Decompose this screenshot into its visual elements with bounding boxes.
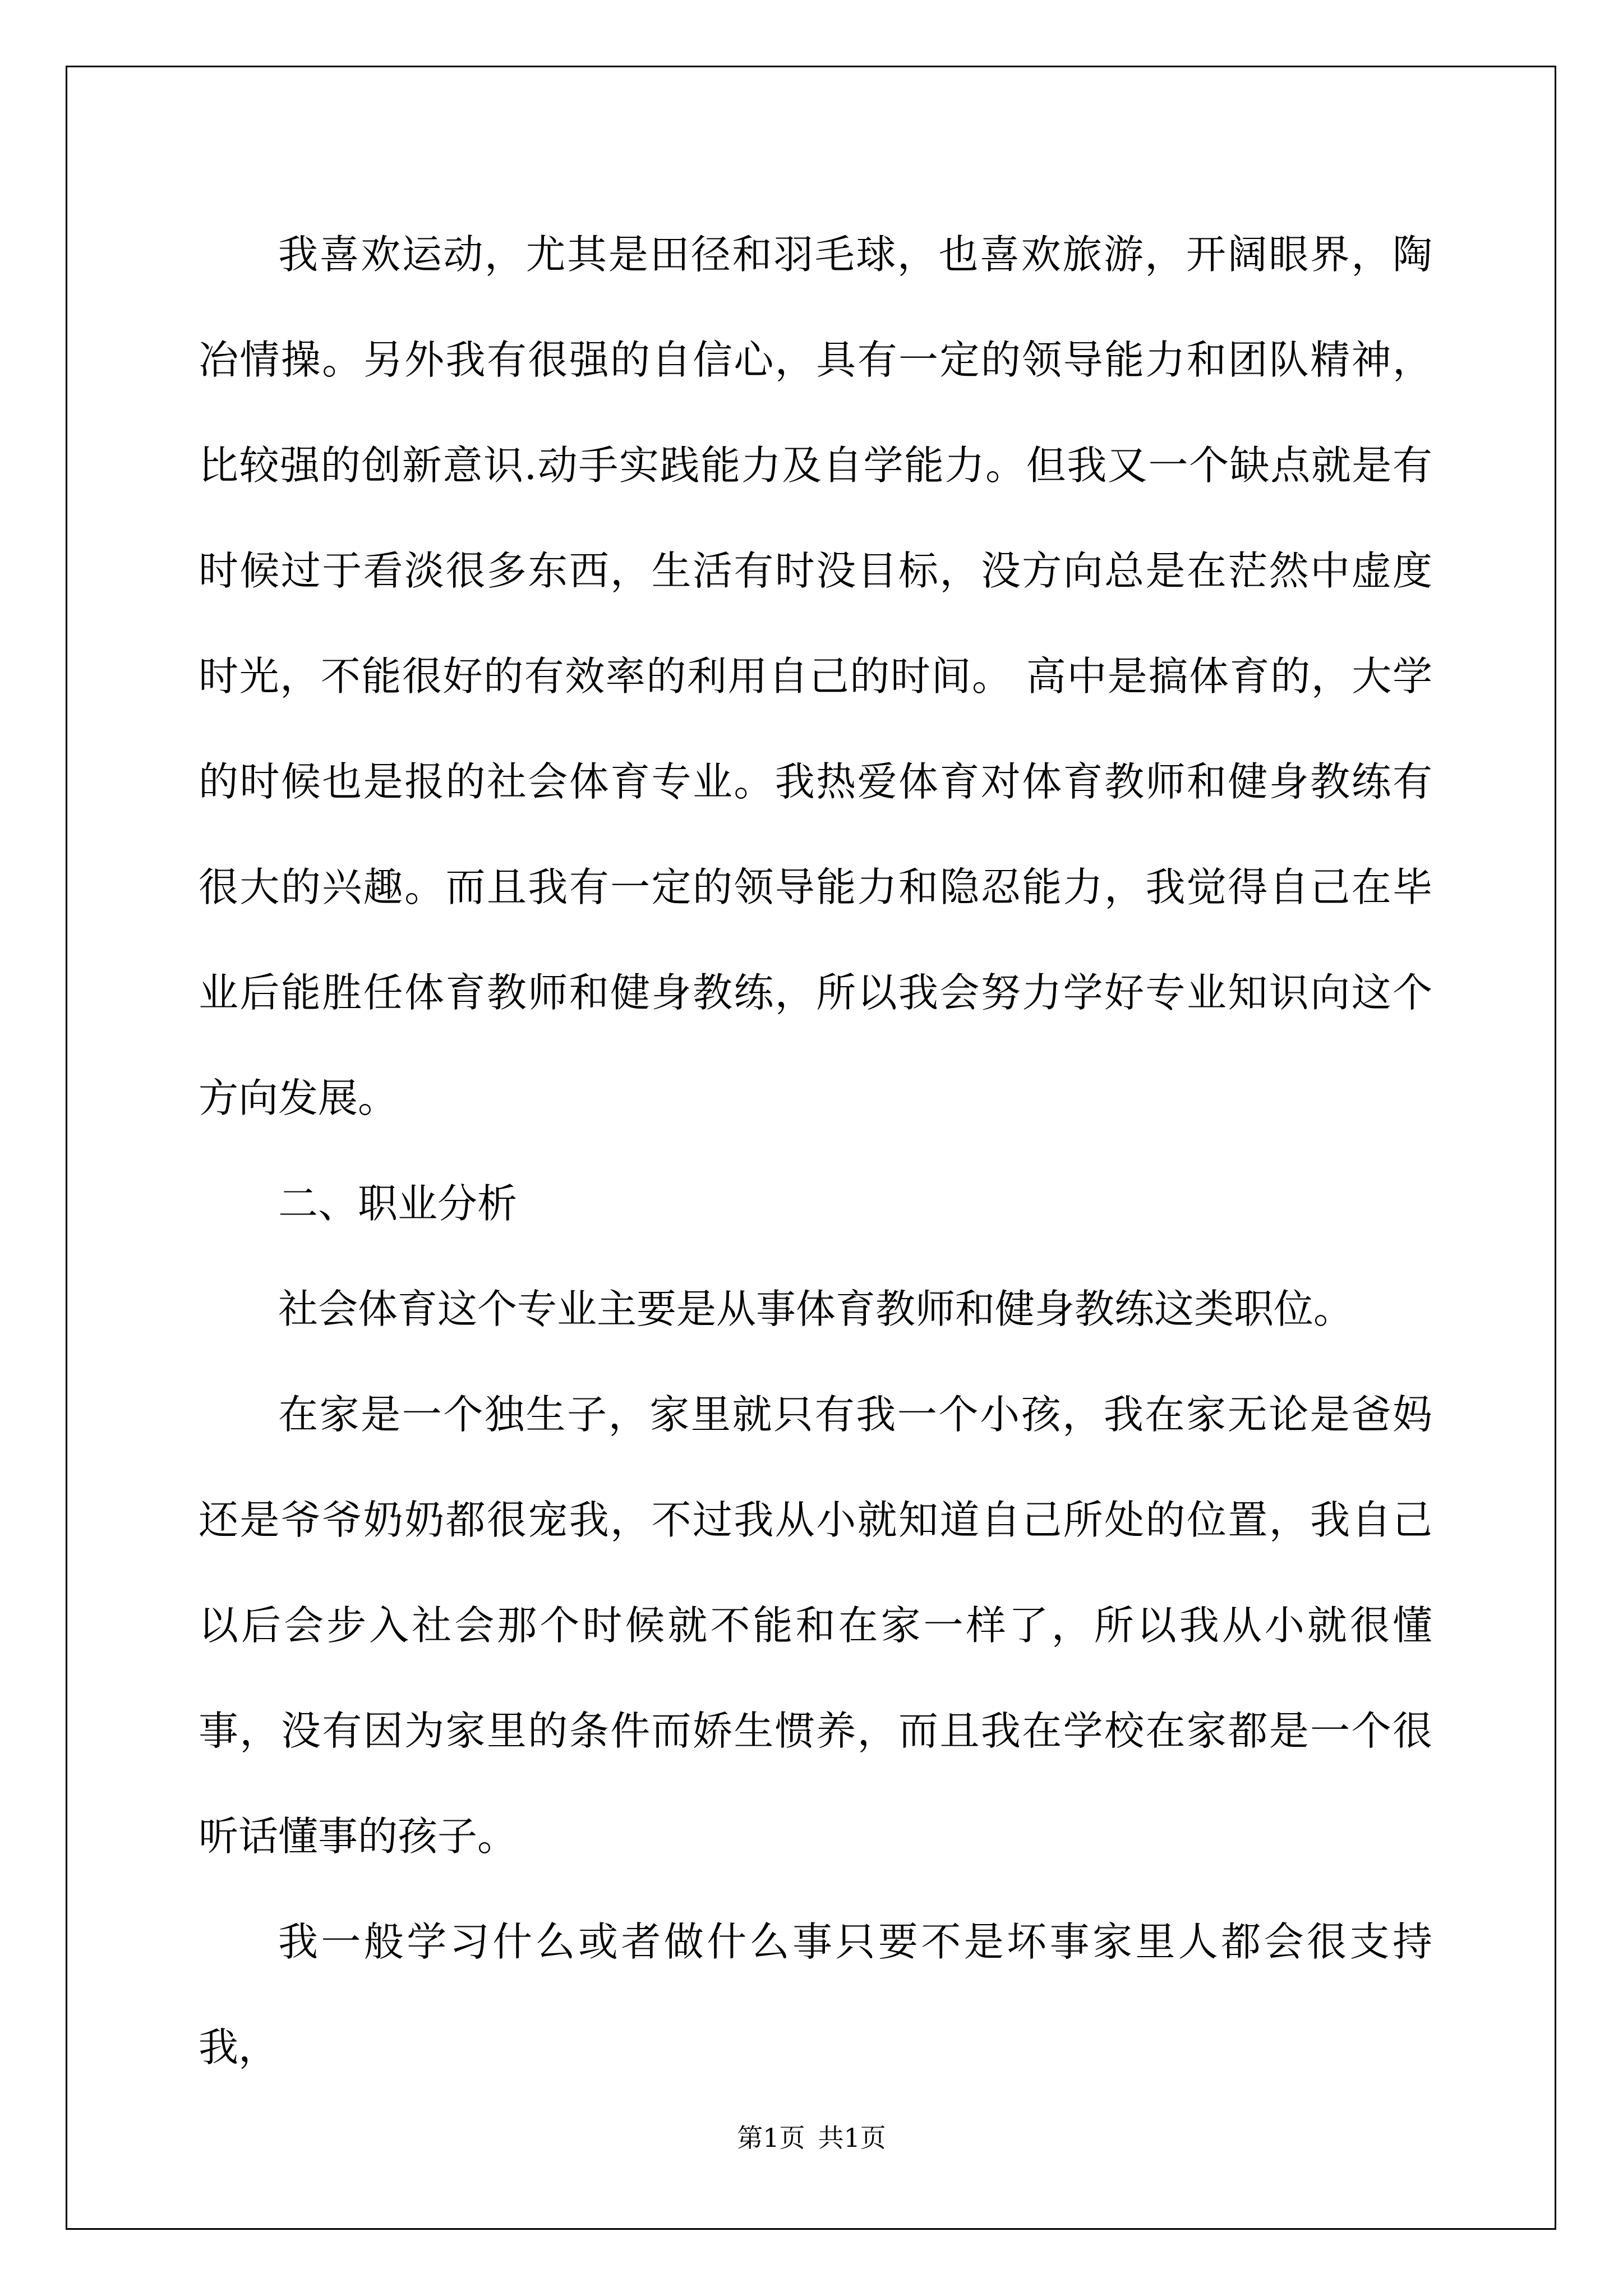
- document-body: [199, 202, 1432, 2100]
- paragraph-family: 在家是一个独生子，家里就只有我一个小孩，我在家无论是爸妈还是爷爷奶奶都很宠我，不过我从小就知道自己所处的位置，我自己以后会步入社会那个时候就不能和在家一样了，所以我从小就很懂事，没有因为家里的条件而娇生惯养，而且我在学校在家都是一个很听话懂事的孩子。: [199, 1391, 1432, 1860]
- paragraph-support: 我一般学习什么或者做什么事只要不是坏事家里人都会很支持我，: [199, 1918, 1432, 2070]
- page-number: 第1页: [737, 2123, 805, 2153]
- section-heading-career-analysis: 二、职业分析: [278, 1180, 518, 1227]
- page-total: 共1页: [818, 2123, 886, 2153]
- paragraph-major: 社会体育这个专业主要是从事体育教师和健身教练这类职位。: [278, 1286, 1354, 1332]
- paragraph-hobbies: 我喜欢运动，尤其是田径和羽毛球，也喜欢旅游，开阔眼界，陶冶情操。另外我有很强的自信心，具有一定的领导能力和团队精神，比较强的创新意识.动手实践能力及自学能力。但我又一个缺点就是有时候过于看淡很多东西，生活有时没目标，没方向总是在茫然中虚度时光，不能很好的有效率的利用自己的时间。 高中是搞体育的，大学的时候也是报的社会体育专业。我热爱体育对体育教师和健身教练有很大的兴趣。而且我有一定的领导能力和隐忍能力，我觉得自己在毕业后能胜任体育教师和健身教练，所以我会努力学好专业知识向这个方向发展。: [199, 231, 1432, 1121]
- page-footer: [0, 2118, 1623, 2155]
